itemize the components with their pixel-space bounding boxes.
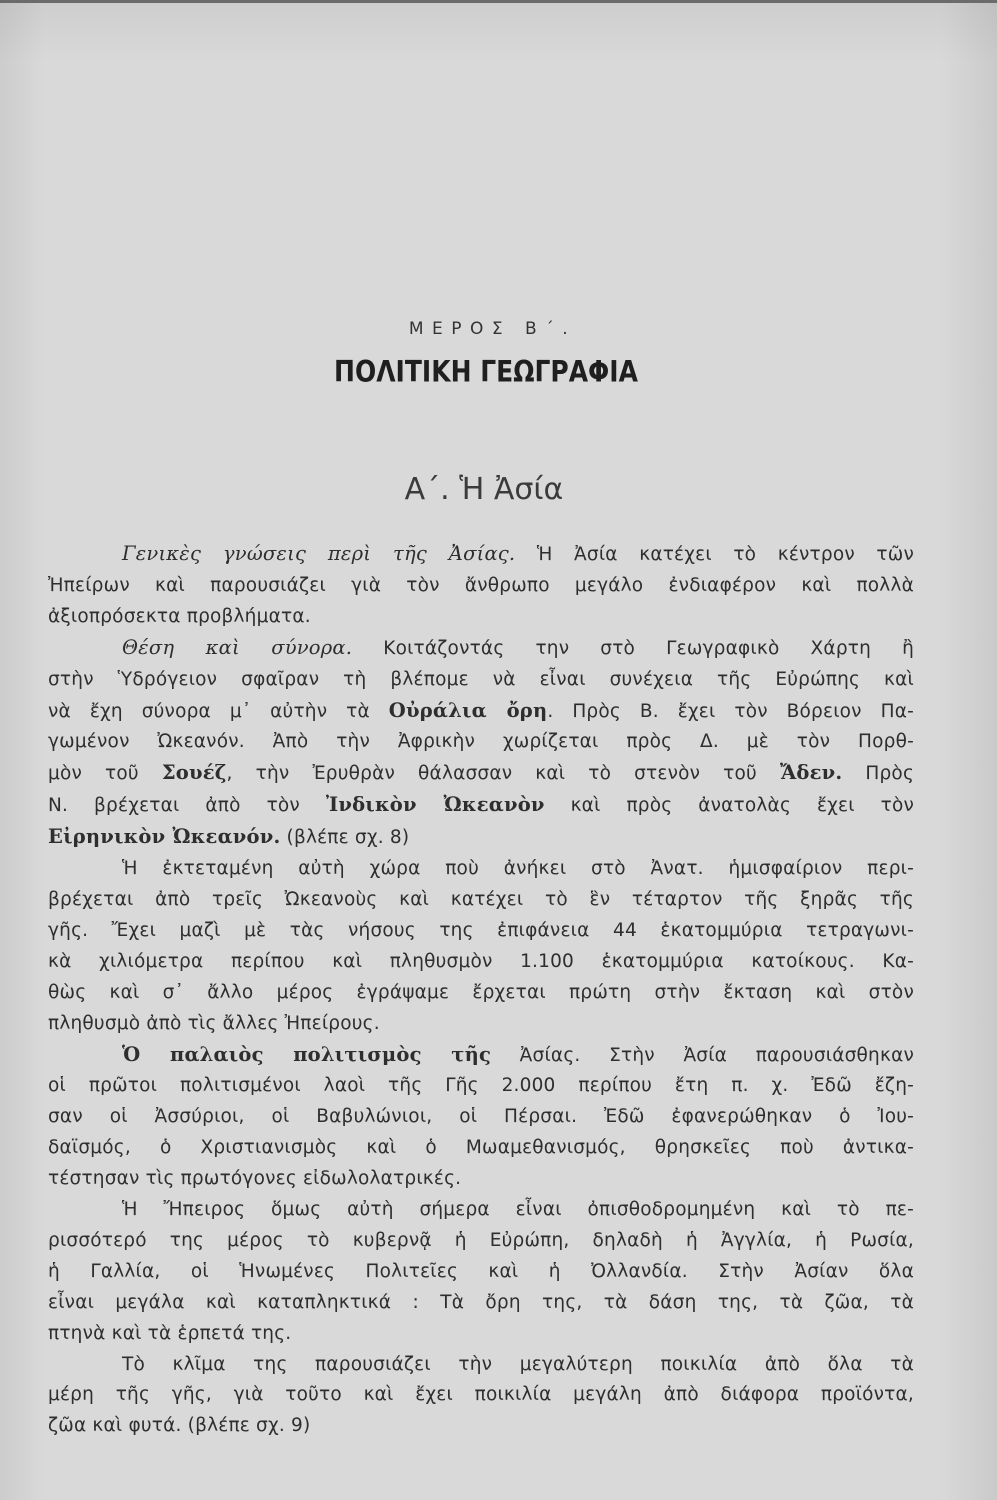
text-line — [48, 1071, 914, 1102]
text-run: νὰ ἔχη σύνορα μ᾿ αὐτὴν τὰ — [48, 700, 389, 722]
text-run: Κοιτάζοντάς την στὸ Γεωγραφικὸ Χάρτη ἢ — [352, 637, 915, 659]
text-run: οἱ πρῶτοι πολιτισμένοι λαοὶ τῆς Γῆς 2.000 περίπου ἔτη π. χ. Ἐδῶ ἔζη- — [48, 1075, 914, 1097]
text-run: Ἀσίας. Στὴν Ἀσία παρουσιάσθηκαν — [491, 1044, 915, 1066]
page-title: ΠΟΛΙΤΙΚΗ ΓΕΩΓΡΑΦΙΑ — [334, 354, 638, 389]
text-run: ρισσότερό της μέρος τὸ κυβερνᾷ ἡ Εὐρώπη, δηλαδὴ ἡ Ἀγγλία, ἡ Ρωσία, — [48, 1229, 914, 1251]
text-run: Τὸ κλῖμα της παρουσιάζει τὴν μεγαλύτερη ποικιλία ἀπὸ ὅλα τὰ — [122, 1353, 914, 1375]
part-label: ΜΕΡΟΣ Β΄. — [408, 319, 577, 339]
paragraph — [48, 854, 914, 1039]
italic-heading: Θέση καὶ σύνορα. — [122, 635, 353, 659]
paragraph — [48, 1195, 914, 1350]
text-run: γῆς. Ἔχει μαζὶ μὲ τὰς νήσους της ἐπιφάνεια 44 ἑκατομμύρια τετραγωνι- — [48, 919, 914, 941]
text-line — [48, 1411, 914, 1442]
text-run: τέστησαν τὶς πρωτόγονες εἰδωλολατρικές. — [48, 1168, 462, 1190]
text-line — [48, 571, 914, 602]
bold-term: Σουέζ — [161, 761, 227, 785]
text-line — [48, 1164, 914, 1195]
text-line — [48, 916, 914, 947]
text-run: βρέχεται ἀπὸ τρεῖς Ὠκεανοὺς καὶ κατέχει τὸ ἓν τέταρτον τῆς ξηρᾶς τῆς — [48, 888, 914, 910]
text-line — [48, 1102, 914, 1133]
text-run: Ἡ Ἀσία κατέχει τὸ κέντρον τῶν — [515, 544, 914, 565]
text-line — [48, 1195, 914, 1226]
bold-term: Ὁ παλαιὸς πολιτισμὸς τῆς — [122, 1042, 492, 1066]
text-run: μέρη τῆς γῆς, γιὰ τοῦτο καὶ ἔχει ποικιλία μεγάλη ἀπὸ διάφορα προϊόντα, — [48, 1384, 914, 1406]
text-line — [48, 978, 914, 1009]
text-line — [48, 665, 914, 696]
text-line — [48, 1350, 914, 1381]
text-run: . Πρὸς Β. ἔχει τὸν Βόρειον Πα- — [547, 700, 914, 722]
text-run: Ν. βρέχεται ἀπὸ τὸν — [48, 795, 326, 817]
bold-term: Εἰρηνικὸν Ὠκεανόν. — [48, 825, 281, 849]
text-run: καὶ πρὸς ἀνατολὰς ἔχει τὸν — [544, 795, 915, 817]
paragraph — [48, 1040, 914, 1196]
text-run: ζῶα καὶ φυτά. (βλέπε σχ. 9) — [48, 1415, 311, 1437]
text-line — [48, 758, 914, 790]
paragraph — [48, 539, 914, 633]
body-text — [48, 539, 914, 1442]
text-run: Ἠπείρων καὶ παρουσιάζει γιὰ τὸν ἄνθρωπο μεγάλο ἐνδιαφέρον καὶ πολλὰ — [48, 574, 914, 596]
paragraph — [48, 1350, 914, 1443]
text-line — [48, 696, 914, 728]
text-run: , τὴν Ἐρυθρὰν θάλασσαν καὶ τὸ στενὸν τοῦ — [226, 763, 780, 785]
text-line — [48, 633, 914, 665]
text-line — [48, 727, 914, 758]
bold-term: Οὐράλια ὄρη — [388, 698, 548, 722]
text-run: μὸν τοῦ — [48, 763, 162, 785]
text-run: σαν οἱ Ἀσσύριοι, οἱ Βαβυλώνιοι, οἱ Πέρσαι. Ἐδῶ ἐφανερώθηκαν ὁ Ἰου- — [48, 1106, 914, 1128]
paragraph — [48, 633, 914, 854]
text-run: κὰ χιλιόμετρα περίπου καὶ πληθυσμὸν 1.100 ἑκατομμύρια κατοίκους. Κα- — [48, 950, 914, 972]
text-line — [48, 1380, 914, 1411]
text-line — [48, 790, 914, 822]
text-run: θὼς καὶ σ᾿ ἄλλο μέρος ἐγράψαμε ἔρχεται πρώτη στὴν ἔκταση καὶ στὸν — [48, 981, 914, 1003]
text-line — [48, 539, 914, 571]
text-line — [48, 947, 914, 978]
text-line — [48, 1257, 914, 1288]
text-run: Ἡ ἐκτεταμένη αὐτὴ χώρα ποὺ ἀνήκει στὸ Ἀνατ. ἡμισφαίριον περι- — [122, 858, 914, 880]
text-run: δαϊσμός, ὁ Χριστιανισμὸς καὶ ὁ Μωαμεθανισμός, θρησκεῖες ποὺ ἀντικα- — [48, 1137, 914, 1159]
text-line — [48, 885, 914, 916]
bold-term: Ἰνδικὸν Ὠκεανὸν — [325, 793, 545, 817]
text-line — [48, 822, 914, 854]
italic-heading: Γενικὲς γνώσεις περὶ τῆς Ἀσίας. — [122, 542, 516, 565]
text-line — [48, 602, 914, 633]
text-line — [48, 1133, 914, 1164]
text-run: ἀξιοπρόσεκτα προβλήματα. — [48, 605, 311, 627]
text-line — [48, 854, 914, 885]
text-run: (βλέπε σχ. 8) — [280, 827, 410, 849]
text-run: γωμένον Ὠκεανόν. Ἀπὸ τὴν Ἀφρικὴν χωρίζεται πρὸς Δ. μὲ τὸν Πορθ- — [48, 731, 914, 753]
section-heading: Α΄. Ἡ Ἀσία — [404, 472, 564, 507]
text-run: εἶναι μεγάλα καὶ καταπληκτικά : Τὰ ὄρη της, τὰ δάση της, τὰ ζῶα, τὰ — [48, 1291, 914, 1313]
text-line — [48, 1040, 914, 1072]
text-run: Πρὸς — [842, 763, 914, 785]
bold-term: Ἄδεν. — [779, 761, 843, 785]
text-run: πτηνὰ καὶ τὰ ἑρπετά της. — [48, 1322, 292, 1344]
text-line — [48, 1319, 914, 1350]
text-line — [48, 1288, 914, 1319]
text-line — [48, 1226, 914, 1257]
text-run: ἡ Γαλλία, οἱ Ἡνωμένες Πολιτεῖες καὶ ἡ Ὀλλανδία. Στὴν Ἀσίαν ὅλα — [48, 1260, 914, 1282]
text-run: πληθυσμὸ ἀπὸ τὶς ἄλλες Ἠπείρους. — [48, 1012, 380, 1034]
text-run: Ἡ Ἤπειρος ὅμως αὐτὴ σήμερα εἶναι ὀπισθοδρομημένη καὶ τὸ πε- — [122, 1199, 914, 1221]
text-run: στὴν Ὑδρόγειον σφαῖραν τὴ βλέπομε νὰ εἶναι συνέχεια τῆς Εὐρώπης καὶ — [48, 668, 914, 690]
text-line — [48, 1009, 914, 1040]
